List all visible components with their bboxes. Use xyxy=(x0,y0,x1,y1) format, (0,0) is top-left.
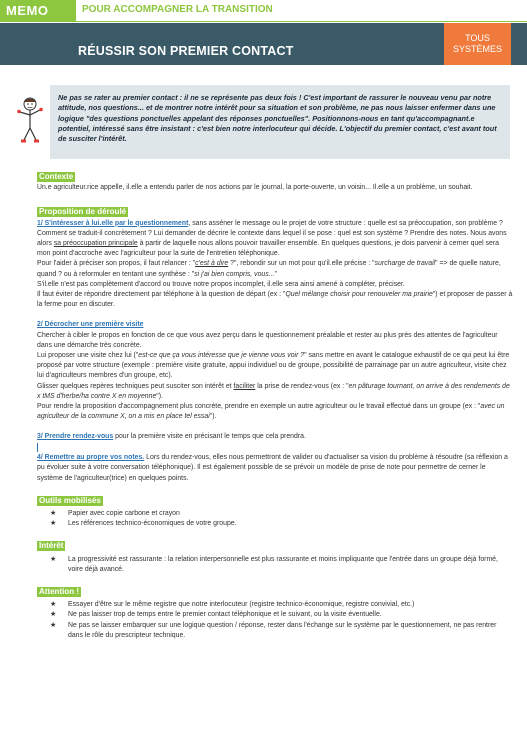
step-4-text: Lors du rendez-vous, elles nous permettront de valider ou d'actualiser sa vision du problème à résoudre (sa réflexion a pu évoluer suite à votre conversation téléphonique). Il est également possible de se prévoir un modèle de prise de note pour permettre de cerner le système de l'agriculteur(trice) en quelques points. xyxy=(37,454,508,482)
badge-line-1: TOUS xyxy=(465,33,490,43)
t: Pour l'aider à préciser son propos, il faut relancer : " xyxy=(37,260,196,268)
step-1-title: 1/ S'intéresser à lui.elle par le questionnement xyxy=(37,219,189,227)
systems-badge xyxy=(444,23,511,65)
t: Ne pas laisser trop de temps entre le premier contact téléphonique et le suivant, ou la visite éventuelle. xyxy=(68,611,382,619)
t: Papier avec copie carbone et crayon xyxy=(68,510,180,518)
contexte-section xyxy=(37,172,513,193)
badge-line-2: SYSTÈMES xyxy=(452,44,502,54)
step-2-tips xyxy=(37,382,513,402)
step-2-title xyxy=(37,320,513,330)
step-1-text-d: S'il.elle n'est pas complètement d'accord ou trouve notre propos incomplet, il.elle sera ainsi amené à compléter, préciser. xyxy=(37,280,405,288)
star-icon: ★ xyxy=(50,601,57,609)
step-1-text-a: , sans asséner le message ou le projet de votre structure : quelle est sa préoccupation, son problème ? Comment se traduit-il concrètement ? Lui demander de décrire le contexte dans lequel il se pose : quel est son système ? Prendre des notes. Nous avons alors xyxy=(37,219,507,248)
star-icon: ★ xyxy=(50,621,57,629)
t: ?", rebondir sur un mot pour qu'il.elle précise : " xyxy=(228,260,375,268)
list-item xyxy=(47,610,513,620)
t: Glisser quelques repères techniques peut susciter son intérêt et xyxy=(37,382,234,390)
step-4-paragraph xyxy=(37,453,513,484)
interet-label: Intérêt xyxy=(39,541,64,551)
contexte-text: Un.e agriculteur.rice appelle, il.elle a entendu parler de nos actions par le journal, la porte-ouverte, un voisin... Il.elle a un problème, un souhait. xyxy=(37,184,473,192)
page-title: RÉUSSIR SON PREMIER CONTACT xyxy=(78,44,294,58)
attention-label: Attention ! xyxy=(39,587,79,597)
t: Ne pas se laisser embarquer sur une logique question / réponse, rester dans l'échange sur le système par le questionnement, ne pas rentrer dans le rôle du prescripteur technique. xyxy=(68,621,497,639)
list-item xyxy=(47,509,513,519)
t: 2/ Décrocher une première visite xyxy=(37,321,144,329)
t: faciliter xyxy=(233,382,256,390)
contexte-label: Contexte xyxy=(39,172,74,181)
header-subtitle: POUR ACCOMPAGNER LA TRANSITION xyxy=(82,4,273,15)
interet-section xyxy=(37,541,513,575)
list-item xyxy=(47,519,513,529)
step-2-visit xyxy=(37,351,513,382)
intro-box: Ne pas se rater au premier contact : il ne se représente pas deux fois ! C'est important de rassurer le nouveau venu par notre attitude, nos questions... et de montrer notre intérêt pour sa situation et son problème, ne pas nous laisser enfermer dans une logique "des questions ponctuelles appelant des réponses ponctuelles". Positionnons-nous en tant qu'accompagnant.e potentiel, intéressé sans être insistant : c'est bien notre interlocuteur qui décide. L'objectif du premier contact, c'est avant tout de susciter l'intérêt. xyxy=(50,85,510,159)
mascot-icon xyxy=(16,96,44,146)
deroule-label: Proposition de déroulé xyxy=(39,207,127,217)
t: Les références technico-économiques de votre groupe. xyxy=(68,520,237,528)
step-4-title: 4/ Remettre au propre vos notes. xyxy=(37,454,145,462)
outils-section xyxy=(37,496,513,530)
header-rule xyxy=(76,21,527,22)
star-icon: ★ xyxy=(50,510,57,518)
step-1-paragraph xyxy=(37,219,513,260)
t: " sans mettre en avant le catalogue exhaustif de ce qui peut lui être proposé par votre structure (exemple : première visite gratuite, appui individuel ou de groupe, possibilité de parrainage par un autre agriculteur, visite chez lui d'agriculteurs membres d'un groupe, etc). xyxy=(37,352,510,380)
t: avec un agriculteur de la commune X, on a mis en place tel essai xyxy=(37,403,505,421)
star-icon: ★ xyxy=(50,520,57,528)
star-icon: ★ xyxy=(50,611,57,619)
t: La progressivité est rassurante : la relation interpersonnelle est plus rassurante et moins impliquante que l'entrée dans un groupe déjà formé, voire déjà avancé. xyxy=(68,555,498,573)
t: est-ce que ça vous intéresse que je vienne vous voir ? xyxy=(138,352,305,360)
list-item xyxy=(47,621,513,641)
t: "). xyxy=(156,392,163,400)
t: Essayer d'être sur le même registre que notre interlocuteur (registre technico-économique, registre convivial, etc.) xyxy=(68,601,415,609)
deroule-section xyxy=(37,207,513,483)
t: Lui proposer une visite chez lui (" xyxy=(37,352,139,360)
star-icon: ★ xyxy=(50,555,57,563)
t: la prise de rendez-vous (ex : " xyxy=(255,382,349,390)
step-1-relaunch xyxy=(37,259,513,279)
list-item xyxy=(47,600,513,610)
t: ") et proposer de passer à la ferme pour en discuter. xyxy=(37,291,513,309)
t: Quel mélange choisir pour renouveler ma prairie xyxy=(285,291,433,299)
step-1-avoid xyxy=(37,290,513,310)
t: " => de quelle nature, quand ? ou à reformuler en tentant une synthèse : " xyxy=(37,260,501,278)
outils-label: Outils mobilisés xyxy=(39,495,101,505)
list-item xyxy=(47,555,513,575)
t: "). xyxy=(209,413,217,421)
text-cursor xyxy=(37,443,513,454)
t: c'est à dire xyxy=(195,260,229,268)
main-content xyxy=(37,172,513,641)
t: " xyxy=(274,270,277,278)
step-1-underlined: sa préoccupation principale xyxy=(53,240,138,248)
t: en pâturage tournant, on arrive à des rendements de x tMS d'herbe/ha contre X en moyenne xyxy=(37,382,510,400)
step-2-text-a: Chercher à cibler le propos en fonction de ce que vous avez perçu dans le questionnement préalable et rester au plus près des attentes de l'agriculteur dans une démarche très concrète. xyxy=(37,331,498,349)
t: surcharge de travail xyxy=(374,260,436,268)
t: Pour rendre la proposition d'accompagnement plus concrète, prendre en exemple un autre agriculteur ou le travail effectué dans un groupe (ex : " xyxy=(37,403,481,411)
t: si j'ai bien compris, vous... xyxy=(194,270,275,278)
step-2-example xyxy=(37,402,513,422)
t: Il faut éviter de répondre directement par téléphone à la question de départ (ex : " xyxy=(37,291,286,299)
step-3-paragraph xyxy=(37,432,513,442)
attention-section xyxy=(37,587,513,641)
step-3-title: 3/ Prendre rendez-vous xyxy=(37,433,114,441)
step-3-text: pour la première visite en précisant le temps que cela prendra. xyxy=(113,433,306,441)
memo-tab: MEMO xyxy=(0,0,76,22)
step-1-text-b: à partir de laquelle nous allons pouvoir travailler ensemble. En quelques questions, je dois parvenir à cerner quel sera mon point d'accroche avec l'agriculteur pour la suite de l'entretien téléphonique. xyxy=(37,240,499,258)
